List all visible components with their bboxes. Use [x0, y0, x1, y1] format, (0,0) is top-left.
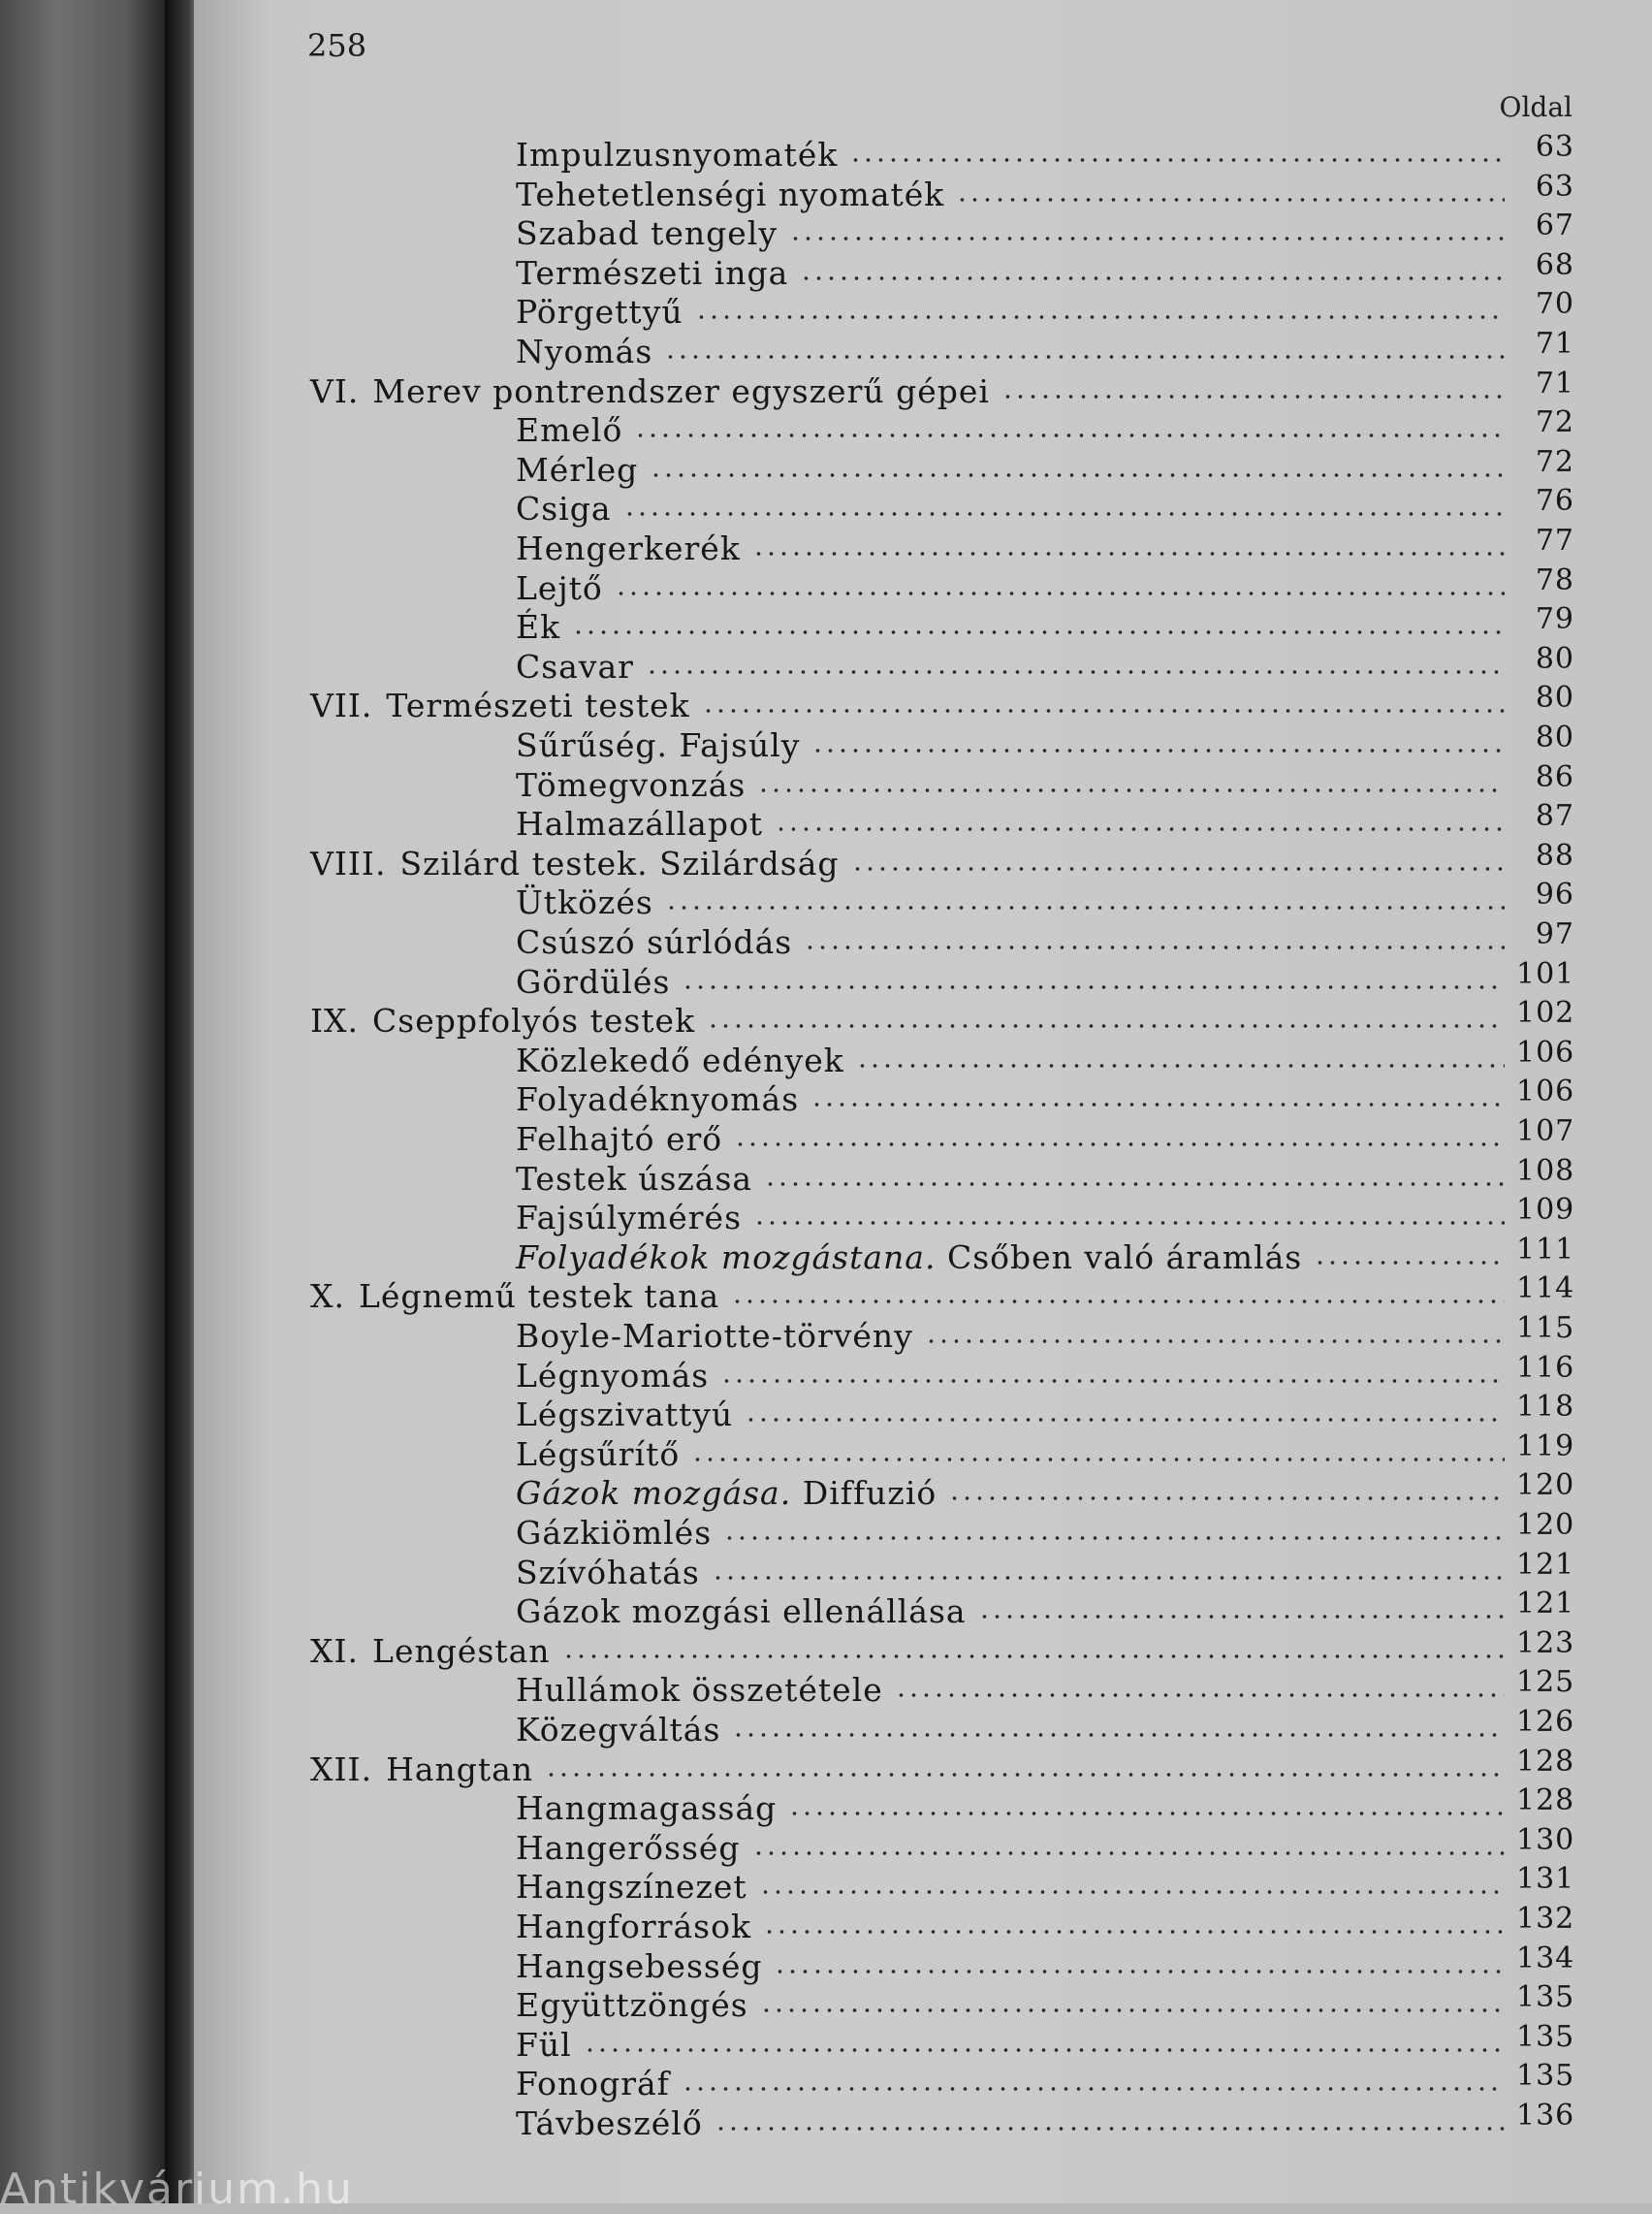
dot-leader	[925, 1336, 1505, 1346]
toc-entry	[516, 1862, 1575, 1907]
watermark-text: Antikvárium.hu	[0, 2165, 354, 2214]
toc-entry-page: 108	[1516, 1153, 1575, 1188]
toc-entry	[516, 130, 1574, 175]
toc-entry-page: 111	[1516, 1232, 1575, 1267]
toc-entry	[516, 1428, 1575, 1474]
toc-entry-title: Testek úszása	[516, 1159, 753, 1198]
toc-entry	[516, 759, 1574, 805]
toc-entry-page: 80	[1535, 681, 1574, 716]
toc-entry-title: Tehetetlenségi nyomaték	[516, 175, 945, 213]
toc-entry-title: Cseppfolyós testek	[372, 1002, 696, 1041]
dot-leader	[665, 903, 1505, 913]
toc-entry-title: Hangforrások	[516, 1908, 751, 1945]
toc-entry	[516, 1390, 1575, 1434]
toc-entry-title: Nyomás	[516, 333, 653, 370]
toc-entry-title: Légnemű testek tana	[358, 1277, 720, 1316]
dot-leader	[646, 667, 1505, 677]
dot-leader	[978, 1612, 1505, 1621]
dot-leader	[763, 1927, 1505, 1937]
toc-entry-title: Légnyomás	[516, 1356, 710, 1395]
dot-leader	[682, 2084, 1505, 2094]
toc-entry-title: Hangszínezet	[516, 1868, 747, 1907]
toc-entry-title: Ütközés	[516, 883, 653, 922]
dot-leader	[752, 1848, 1505, 1858]
toc-entry-page: 123	[1516, 1625, 1575, 1660]
toc-entry-page: 130	[1516, 1822, 1575, 1857]
dot-leader	[682, 982, 1505, 992]
toc-entry	[516, 2099, 1575, 2143]
toc-entry	[516, 562, 1574, 608]
toc-entry	[516, 247, 1574, 293]
toc-entry-page: 72	[1535, 444, 1574, 479]
toc-entry	[516, 878, 1574, 922]
toc-entry	[516, 1075, 1575, 1119]
toc-entry-title: Gázok mozgási ellenállása	[516, 1592, 967, 1631]
toc-entry-page: 87	[1535, 799, 1574, 834]
toc-entry-title: Mérleg	[516, 450, 639, 489]
toc-entry-page: 106	[1516, 1075, 1575, 1109]
toc-entry-title: Boyle-Mariotte-törvény	[516, 1317, 913, 1355]
toc-entry	[310, 1625, 1575, 1671]
toc-entry-title: Csúszó súrlódás	[516, 923, 793, 961]
toc-entry-page: 135	[1516, 1980, 1575, 2015]
dot-leader	[732, 1730, 1505, 1740]
toc-entry-title: Hangtan	[386, 1749, 534, 1788]
toc-entry	[516, 917, 1574, 962]
toc-chapter-numeral: XII.	[310, 1749, 373, 1788]
book-page	[194, 0, 1652, 2203]
toc-entry-page: 131	[1516, 1862, 1575, 1897]
dot-leader	[720, 1376, 1505, 1386]
dot-leader	[545, 1770, 1505, 1780]
toc-entry-page: 135	[1516, 2059, 1575, 2094]
page-column-label: Oldal	[1499, 91, 1573, 123]
toc-entry-page: 125	[1516, 1665, 1575, 1700]
toc-entry-page: 119	[1516, 1428, 1575, 1463]
toc-entry-page: 68	[1535, 247, 1574, 282]
toc-entry	[516, 1468, 1575, 1513]
toc-entry-page: 101	[1516, 956, 1575, 991]
toc-entry-page: 80	[1535, 641, 1574, 676]
toc-entry	[516, 484, 1574, 529]
dot-leader	[707, 1021, 1505, 1031]
toc-entry-page: 121	[1516, 1547, 1575, 1582]
toc-entry-title: Légszivattyú	[516, 1396, 734, 1434]
toc-entry-page: 134	[1516, 1941, 1575, 1975]
toc-entry-page: 121	[1516, 1587, 1575, 1621]
dot-leader	[745, 1415, 1505, 1425]
dot-leader	[634, 431, 1505, 440]
toc-entry-page: 77	[1535, 524, 1574, 558]
dot-leader	[800, 273, 1505, 283]
toc-entry	[516, 721, 1574, 765]
toc-entry-page: 106	[1516, 1035, 1575, 1070]
toc-entry	[310, 838, 1574, 883]
toc-entry-page: 128	[1516, 1744, 1575, 1779]
dot-leader	[757, 786, 1505, 795]
toc-entry-page: 78	[1535, 562, 1574, 597]
toc-entry-page: 116	[1516, 1350, 1575, 1385]
dot-leader	[734, 1139, 1505, 1149]
toc-entry-title: Szilárd testek. Szilárdság	[399, 844, 840, 882]
toc-entry-page: 70	[1535, 287, 1574, 322]
toc-entry	[516, 169, 1574, 214]
toc-entry	[516, 327, 1574, 371]
toc-entry	[516, 444, 1574, 490]
dot-leader	[856, 1061, 1505, 1071]
toc-entry	[516, 1311, 1575, 1356]
toc-entry-title: Halmazállapot	[516, 805, 764, 844]
dot-leader	[695, 312, 1505, 322]
dot-leader	[712, 1573, 1505, 1583]
toc-entry-title: Pörgettyű	[516, 293, 683, 332]
dot-leader	[895, 1690, 1505, 1700]
toc-entry-page: 128	[1516, 1783, 1575, 1818]
toc-entry	[516, 1783, 1575, 1828]
dot-leader	[615, 589, 1505, 598]
toc-entry-title: Távbeszélő	[516, 2104, 703, 2142]
toc-entry	[516, 1193, 1575, 1237]
toc-entry-title: Hangmagasság	[516, 1789, 778, 1828]
toc-entry	[516, 1822, 1575, 1868]
dot-leader	[810, 1100, 1505, 1109]
toc-entry-title: Folyadéknyomás	[516, 1080, 800, 1119]
toc-entry-page: 76	[1535, 484, 1574, 519]
toc-entry	[516, 1114, 1575, 1159]
toc-entry	[310, 681, 1574, 725]
toc-entry-title: Lengéstan	[372, 1631, 551, 1670]
toc-entry-title: Hangsebesség	[516, 1946, 763, 1985]
toc-chapter-numeral: IX.	[310, 1002, 360, 1041]
dot-leader	[948, 1493, 1505, 1503]
toc-entry-page: 79	[1535, 602, 1574, 637]
toc-entry-page: 63	[1535, 130, 1574, 164]
dot-leader	[650, 470, 1505, 480]
toc-entry	[516, 1035, 1575, 1080]
dot-leader	[789, 234, 1505, 243]
toc-entry	[516, 1508, 1575, 1553]
toc-entry-title: Fül	[516, 2025, 572, 2064]
toc-entry-page: 88	[1535, 838, 1574, 873]
toc-entry	[516, 641, 1574, 687]
toc-entry-page: 109	[1516, 1193, 1575, 1228]
toc-entry-title: Felhajtó erő	[516, 1120, 723, 1158]
toc-entry	[516, 1902, 1575, 1946]
toc-entry	[516, 405, 1574, 450]
toc-entry-title: Csiga	[516, 490, 612, 529]
dot-leader	[731, 1297, 1505, 1306]
toc-entry	[310, 1271, 1575, 1316]
toc-entry-page: 120	[1516, 1468, 1575, 1503]
toc-entry	[310, 996, 1575, 1041]
dot-leader	[664, 352, 1505, 362]
toc-entry-page: 80	[1535, 721, 1574, 754]
toc-entry	[516, 799, 1574, 844]
dot-leader	[759, 1887, 1505, 1897]
toc-entry	[516, 1153, 1575, 1199]
toc-entry	[516, 1941, 1575, 1986]
toc-entry-page: 71	[1535, 366, 1574, 401]
dot-leader	[764, 1179, 1505, 1189]
toc-entry-page: 126	[1516, 1705, 1575, 1739]
toc-entry-title: Emelő	[516, 411, 623, 450]
toc-entry-title: Természeti inga	[516, 253, 789, 292]
toc-entry-title: Merev pontrendszer egyszerű gépei	[372, 371, 990, 410]
dot-leader	[753, 1218, 1505, 1228]
toc-entry-title: Közegváltás	[516, 1711, 721, 1749]
toc-entry-title: Ék	[516, 608, 561, 647]
toc-entry-title: Gázkiömlés	[516, 1514, 713, 1552]
toc-entry	[516, 287, 1574, 332]
toc-entry-title	[516, 1238, 1302, 1277]
toc-entry-page: 63	[1535, 169, 1574, 204]
toc-entry-page: 120	[1516, 1508, 1575, 1542]
toc-entry-title: Tömegvonzás	[516, 765, 747, 804]
dot-leader	[788, 1809, 1505, 1818]
toc-entry-page: 118	[1516, 1390, 1575, 1425]
toc-entry	[516, 209, 1574, 253]
toc-entry-title: Szívóhatás	[516, 1553, 700, 1591]
toc-entry-title	[516, 1474, 937, 1513]
dot-leader	[775, 824, 1505, 834]
toc-entry-subtitle: Diffuzió	[802, 1474, 937, 1513]
toc-entry-page: 114	[1516, 1271, 1575, 1306]
toc-chapter-numeral: X.	[310, 1277, 345, 1316]
dot-leader	[774, 1967, 1505, 1976]
dot-leader	[723, 1533, 1505, 1543]
toc-chapter-numeral: XI.	[310, 1631, 360, 1670]
toc-entry	[310, 366, 1574, 411]
toc-entry	[516, 1665, 1575, 1710]
toc-entry-page: 97	[1535, 917, 1574, 951]
toc-entry	[516, 524, 1574, 568]
toc-entry-title: Impulzusnyomaték	[516, 136, 839, 174]
toc-entry-page: 115	[1516, 1311, 1575, 1345]
toc-chapter-numeral: VI.	[310, 371, 360, 410]
dot-leader	[1001, 392, 1505, 401]
toc-chapter-numeral: VII.	[310, 687, 373, 725]
toc-entry-title: Szabad tengely	[516, 214, 778, 253]
dot-leader	[715, 2124, 1505, 2134]
toc-entry-page: 67	[1535, 209, 1574, 243]
toc-entry-italic-title: Folyadékok mozgástana.	[516, 1237, 937, 1276]
toc-entry	[516, 1587, 1575, 1631]
toc-entry-title: Fonográf	[516, 2065, 670, 2103]
toc-entry-title: Hangerősség	[516, 1828, 741, 1867]
dot-leader	[584, 2045, 1505, 2055]
dot-leader	[623, 509, 1505, 519]
toc-chapter-numeral: VIII.	[310, 844, 387, 882]
dot-leader	[562, 1652, 1505, 1661]
toc-entry	[516, 1232, 1575, 1277]
toc-entry-page: 86	[1535, 759, 1574, 794]
dot-leader	[691, 1455, 1505, 1464]
page-number: 258	[307, 27, 367, 64]
dot-leader	[811, 746, 1505, 755]
dot-leader	[1314, 1258, 1505, 1267]
toc-entry-title: Közlekedő edények	[516, 1041, 844, 1079]
toc-entry-italic-title: Gázok mozgása.	[516, 1474, 792, 1513]
dot-leader	[572, 627, 1505, 637]
dot-leader	[760, 2005, 1505, 2015]
dot-leader	[851, 864, 1505, 874]
toc-entry	[516, 1547, 1575, 1592]
toc-entry-title: Sűrűség. Fajsúly	[516, 726, 801, 764]
toc-entry	[516, 956, 1575, 1002]
toc-entry	[310, 1744, 1575, 1789]
toc-entry	[516, 2059, 1575, 2103]
toc-entry-title: Hengerkerék	[516, 529, 741, 567]
dot-leader	[956, 195, 1505, 205]
toc-entry-title: Csavar	[516, 647, 634, 686]
toc-entry-title: Gördülés	[516, 962, 671, 1001]
toc-entry-page: 102	[1516, 996, 1575, 1031]
toc-entry-page: 132	[1516, 1902, 1575, 1936]
toc-entry-page: 96	[1535, 878, 1574, 913]
toc-entry	[516, 602, 1574, 647]
dot-leader	[702, 706, 1505, 716]
toc-entry-title: Légsűrítő	[516, 1434, 681, 1473]
dot-leader	[752, 549, 1505, 559]
toc-entry-page: 72	[1535, 405, 1574, 440]
toc-entry-title: Fajsúlymérés	[516, 1199, 743, 1237]
toc-entry-page: 135	[1516, 2019, 1575, 2054]
toc-entry-title: Együttzöngés	[516, 1986, 748, 2025]
toc-entry	[516, 2019, 1575, 2065]
toc-entry	[516, 1350, 1575, 1396]
toc-entry-page: 136	[1516, 2099, 1575, 2133]
toc-entry-title: Lejtő	[516, 568, 603, 607]
toc-entry-page: 107	[1516, 1114, 1575, 1148]
toc-entry-title: Természeti testek	[386, 687, 690, 725]
toc-entry-page: 71	[1535, 327, 1574, 361]
dot-leader	[804, 943, 1505, 952]
toc-entry-subtitle: Csőben való áramlás	[946, 1237, 1303, 1276]
dot-leader	[849, 155, 1505, 165]
toc-entry	[516, 1705, 1575, 1749]
toc-entry-title: Hullámok összetétele	[516, 1671, 883, 1710]
toc-entry	[516, 1980, 1575, 2025]
